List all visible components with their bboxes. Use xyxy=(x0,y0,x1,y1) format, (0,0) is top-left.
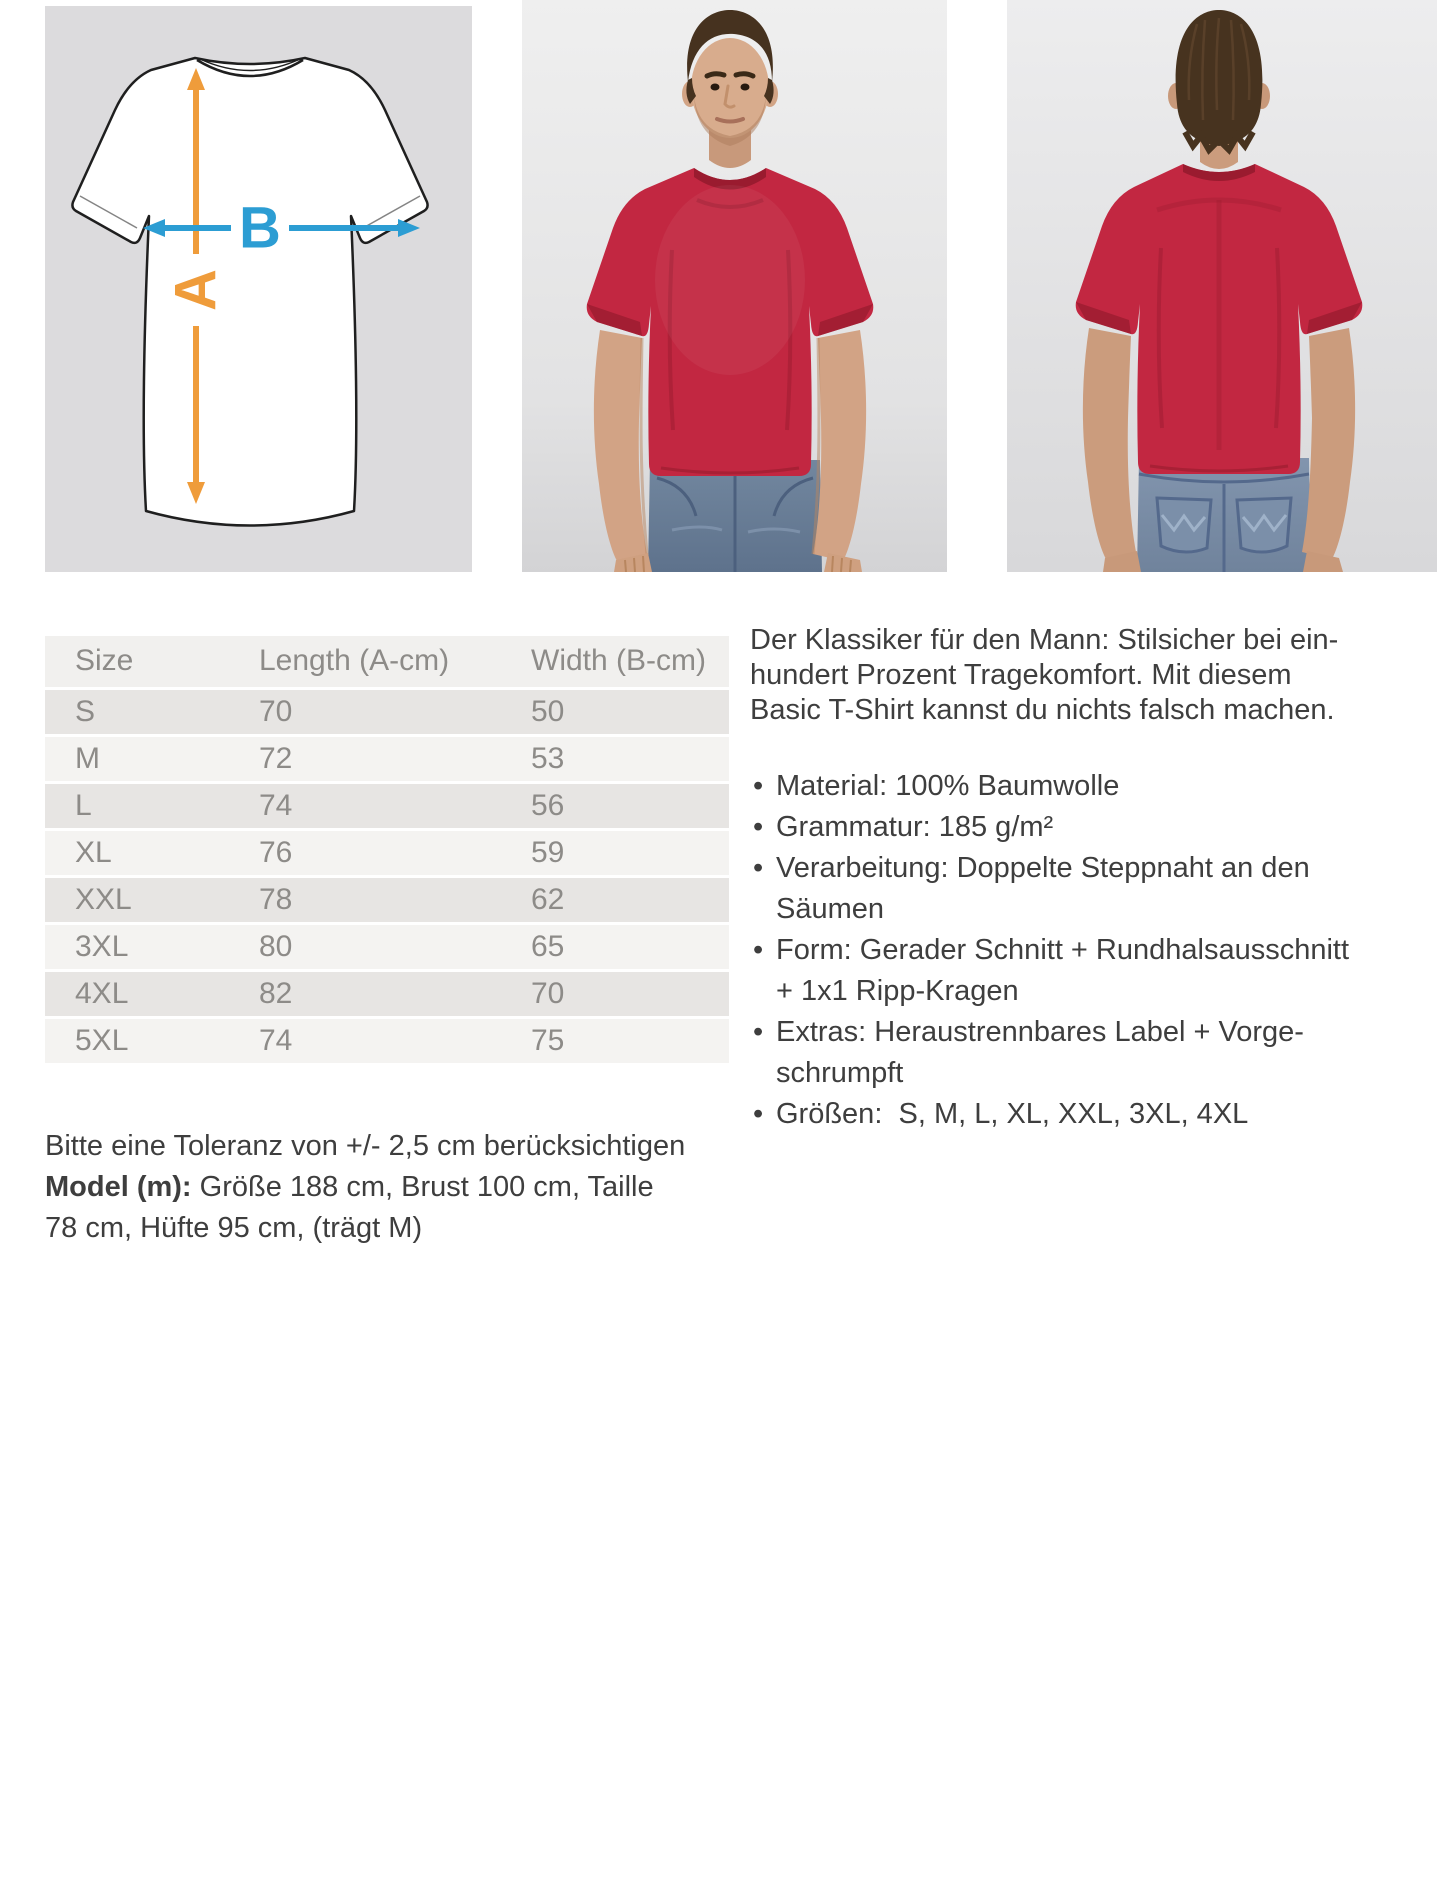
tshirt-measurement-diagram xyxy=(45,6,472,572)
right-back-pocket xyxy=(1237,498,1291,552)
table-row xyxy=(45,876,729,923)
table-row xyxy=(45,688,729,735)
cell-length: 72 xyxy=(259,741,293,775)
cell-size: XXL xyxy=(75,882,132,916)
feature-item-extras xyxy=(750,1012,1440,1094)
description-intro xyxy=(750,623,1440,728)
cell-width: 56 xyxy=(531,788,565,822)
feature-item-grammatur xyxy=(750,807,1440,848)
feature-text: • Extras: Heraustrennbares Label + Vorge- xyxy=(776,1016,1304,1048)
description-line: Basic T-Shirt kannst du nichts falsch machen. xyxy=(750,694,1335,726)
model-back-illustration xyxy=(1007,0,1437,572)
feature-text: • Form: Gerader Schnitt + Rundhalsausschnitt xyxy=(776,934,1350,966)
table-row xyxy=(45,829,729,876)
cell-size: XL xyxy=(75,835,112,869)
table-row xyxy=(45,782,729,829)
size-diagram-image xyxy=(45,6,472,572)
feature-item-verarbeitung xyxy=(750,848,1440,930)
model-label: Model (m): xyxy=(45,1171,192,1203)
cell-width: 75 xyxy=(531,1023,565,1057)
left-back-pocket xyxy=(1157,498,1211,552)
cell-length: 80 xyxy=(259,929,293,963)
cell-width: 62 xyxy=(531,882,565,916)
feature-text: • Grammatur: 185 g/m² xyxy=(776,811,1054,843)
feature-item-groessen xyxy=(750,1094,1440,1135)
feature-text: Säumen xyxy=(776,893,885,925)
cell-length: 78 xyxy=(259,882,293,916)
cell-length: 74 xyxy=(259,1023,293,1057)
product-description xyxy=(750,623,1440,1135)
cell-width: 65 xyxy=(531,929,565,963)
tolerance-note: Bitte eine Toleranz von +/- 2,5 cm berücksichtigen xyxy=(45,1130,686,1162)
cell-width: 70 xyxy=(531,976,565,1010)
cell-length: 70 xyxy=(259,694,293,728)
cell-width: 59 xyxy=(531,835,565,869)
col-header-size: Size xyxy=(75,644,134,678)
table-row xyxy=(45,735,729,782)
label-b: B xyxy=(239,195,281,261)
feature-text: • Größen: S, M, L, XL, XXL, 3XL, 4XL xyxy=(776,1098,1249,1130)
cell-length: 74 xyxy=(259,788,293,822)
feature-item-material xyxy=(750,766,1440,807)
cell-size: 5XL xyxy=(75,1023,129,1057)
cell-size: L xyxy=(75,788,92,822)
description-line: Der Klassiker für den Mann: Stilsicher bei ein- xyxy=(750,624,1339,656)
model-front-photo xyxy=(522,0,947,572)
feature-text: • Verarbeitung: Doppelte Steppnaht an den xyxy=(776,852,1310,884)
feature-list xyxy=(750,766,1440,1135)
cell-length: 82 xyxy=(259,976,293,1010)
cell-size: M xyxy=(75,741,100,775)
model-measurements: Größe 188 cm, Brust 100 cm, Taille xyxy=(191,1171,654,1203)
cell-size: S xyxy=(75,694,96,728)
feature-text: • Material: 100% Baumwolle xyxy=(776,770,1120,802)
model-note-line2: 78 cm, Hüfte 95 cm, (trägt M) xyxy=(45,1212,423,1244)
cell-length: 76 xyxy=(259,835,293,869)
col-header-width: Width (B-cm) xyxy=(531,644,706,678)
col-header-length: Length (A-cm) xyxy=(259,644,450,678)
feature-item-form xyxy=(750,930,1440,1012)
feature-text: schrumpft xyxy=(776,1057,904,1089)
cell-size: 4XL xyxy=(75,976,129,1010)
table-row xyxy=(45,1017,729,1064)
table-header-row xyxy=(45,636,729,688)
model-front-illustration xyxy=(522,0,947,572)
cell-width: 53 xyxy=(531,741,565,775)
size-notes xyxy=(45,1126,745,1249)
cell-size: 3XL xyxy=(75,929,129,963)
cell-width: 50 xyxy=(531,694,565,728)
size-chart-table xyxy=(45,636,729,1066)
table-row xyxy=(45,970,729,1017)
model-note-line1 xyxy=(45,1167,745,1208)
feature-text: + 1x1 Ripp-Kragen xyxy=(776,975,1019,1007)
description-line: hundert Prozent Tragekomfort. Mit diesem xyxy=(750,659,1292,691)
label-a: A xyxy=(163,269,229,311)
model-back-photo xyxy=(1007,0,1437,572)
table-row xyxy=(45,923,729,970)
